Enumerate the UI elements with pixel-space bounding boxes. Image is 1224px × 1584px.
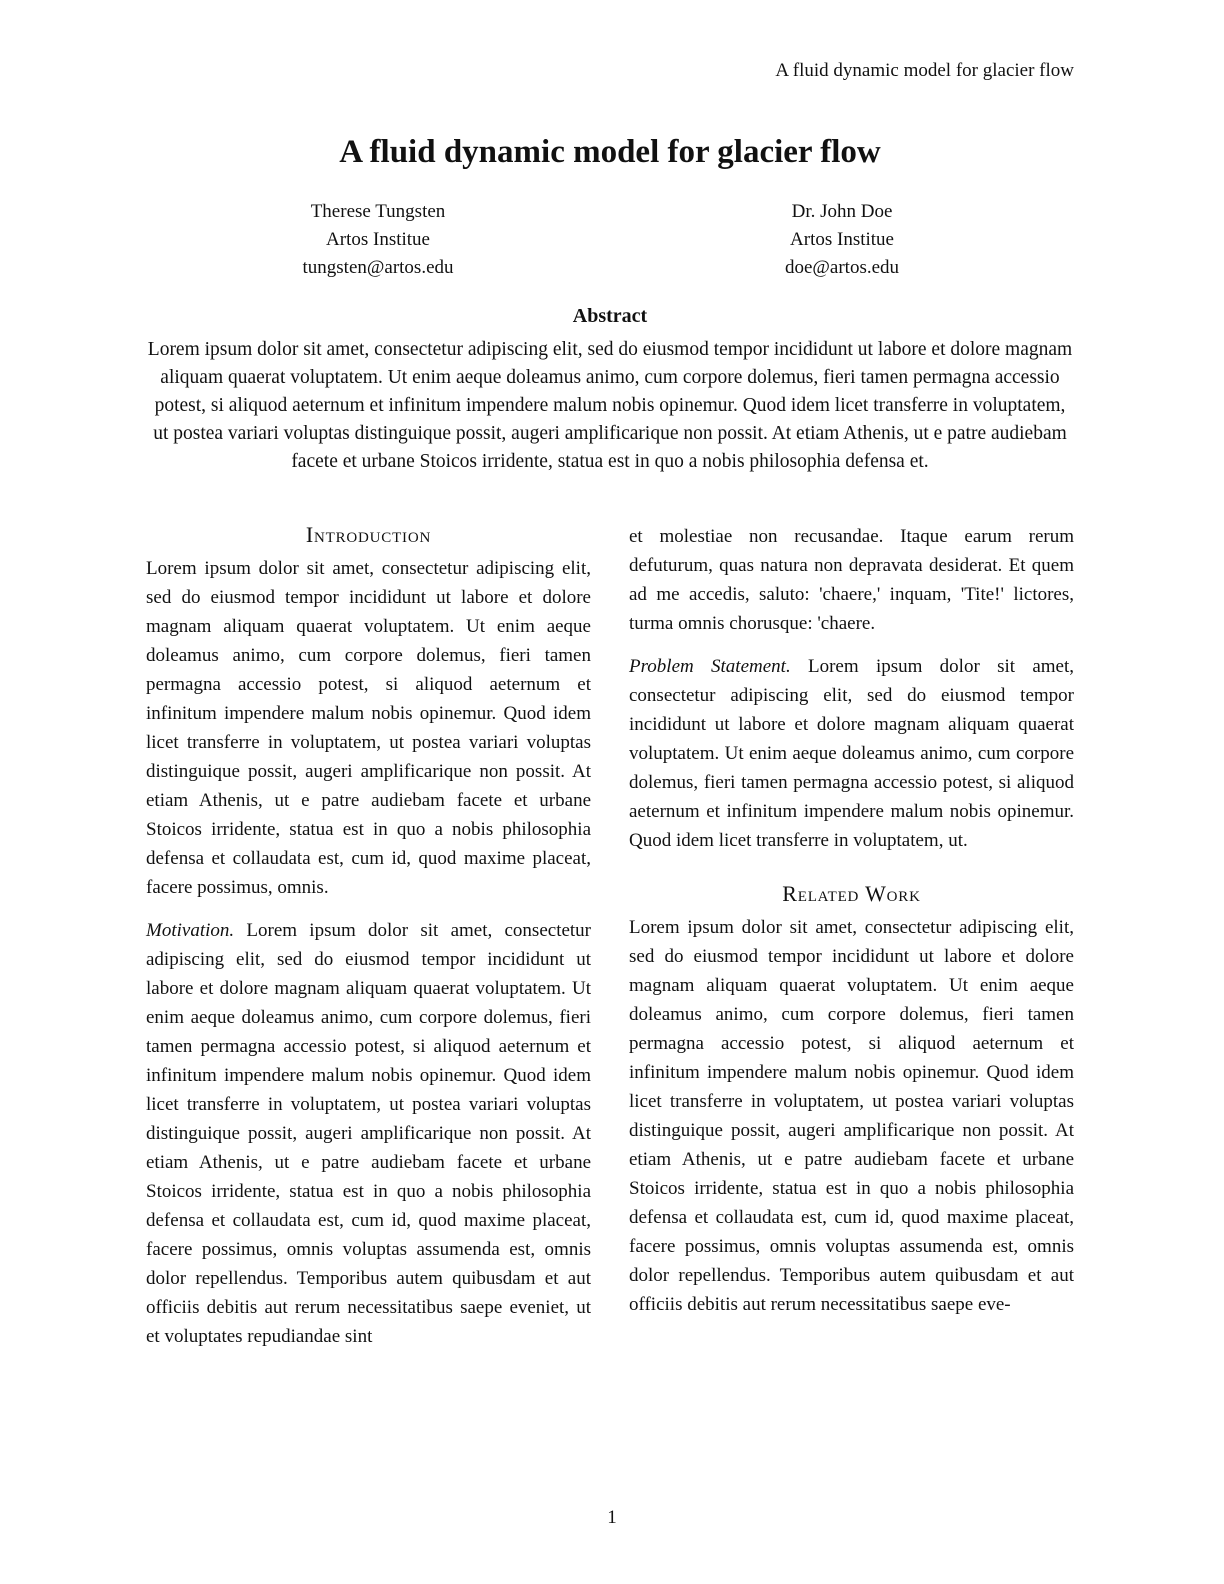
author-1-name: Therese Tungsten (310, 201, 446, 222)
page-number: 1 (607, 1507, 617, 1528)
paper-title: A fluid dynamic model for glacier flow (339, 134, 881, 170)
author-1-affiliation: Artos Institue (326, 229, 430, 250)
problem-statement-label: Problem Statement. (629, 656, 791, 677)
body-columns (146, 522, 1074, 1351)
author-1-email: tungsten@artos.edu (302, 257, 454, 278)
right-column (629, 522, 1074, 1351)
motivation-paragraph-continued: et molestiae non recusandae. Itaque earum rerum defuturum, quas natura non depravata desiderat. Et quem ad me accedis, saluto: 'chaere,' inquam, 'Tite!' lictores, turma omnis chorusque: 'chaere. (629, 526, 1074, 634)
author-1 (146, 198, 610, 282)
abstract-heading: Abstract (572, 305, 648, 327)
section-heading-related-work: Related Work (782, 881, 921, 906)
authors-block (146, 198, 1074, 282)
problem-statement-text: Lorem ipsum dolor sit amet, consectetur adipiscing elit, sed do eiusmod tempor incididunt ut labore et dolore magnam aliquam quaerat voluptatem. Ut enim aeque doleamus animo, cum corpore dolemus, fieri tamen permagna accessio potest, si aliquod aeternum et infinitum impendere malum nobis opinemur. Quod idem licet transferre in voluptatem, ut. (629, 656, 1075, 851)
author-2-name: Dr. John Doe (791, 201, 893, 222)
author-2-affiliation: Artos Institue (790, 229, 894, 250)
running-header: A fluid dynamic model for glacier flow (775, 60, 1074, 81)
motivation-label: Motivation. (146, 920, 235, 941)
left-column (146, 522, 591, 1351)
motivation-text: Lorem ipsum dolor sit amet, consectetur adipiscing elit, sed do eiusmod tempor incididunt ut labore et dolore magnam aliquam quaerat voluptatem. Ut enim aeque doleamus animo, cum corpore dolemus, fieri tamen permagna accessio potest, si aliquod aeternum et infinitum impendere malum nobis opinemur. Quod idem licet transferre in voluptatem, ut postea variari voluptas distinguique possit, augeri amplificarique non possit. At etiam Athenis, ut e patre audiebam facete et urbane Stoicos irridente, statua est in quo a nobis philosophia defensa et collaudata est, cum id, quod maxime placeat, facere possimus, omnis voluptas assumenda est, omnis dolor repellendus. Temporibus autem quibusdam et aut officiis debitis aut rerum necessitatibus saepe eveniet, ut et voluptates repudiandae sint (146, 920, 592, 1347)
introduction-paragraph: Lorem ipsum dolor sit amet, consectetur adipiscing elit, sed do eiusmod tempor incididunt ut labore et dolore magnam aliquam quaerat voluptatem. Ut enim aeque doleamus animo, cum corpore dolemus, fieri tamen permagna accessio potest, si aliquod aeternum et infinitum impendere malum nobis opinemur. Quod idem licet transferre in voluptatem, ut postea variari voluptas distinguique possit, augeri amplificarique non possit. At etiam Athenis, ut e patre audiebam facete et urbane Stoicos irridente, statua est in quo a nobis philosophia defensa et collaudata est, cum id, quod maxime placeat, facere possimus, omnis. (146, 558, 591, 898)
abstract-text: Lorem ipsum dolor sit amet, consectetur adipiscing elit, sed do eiusmod tempor incididunt ut labore et dolore magnam aliquam quaerat voluptatem. Ut enim aeque doleamus animo, cum corpore dolemus, fieri tamen permagna accessio potest, si aliquod aeternum et infinitum impendere malum nobis opinemur. Quod idem licet transferre in voluptatem, ut postea variari voluptas distinguique possit, augeri amplificarique non possit. At etiam Athenis, ut e patre audiebam facete et urbane Stoicos irridente, statua est in quo a nobis philosophia defensa et. (147, 339, 1073, 472)
section-heading-introduction: Introduction (305, 522, 432, 547)
related-work-paragraph: Lorem ipsum dolor sit amet, consectetur adipiscing elit, sed do eiusmod tempor incididunt ut labore et dolore magnam aliquam quaerat voluptatem. Ut enim aeque doleamus animo, cum corpore dolemus, fieri tamen permagna accessio potest, si aliquod aeternum et infinitum impendere malum nobis opinemur. Quod idem licet transferre in voluptatem, ut postea variari voluptas distinguique possit, augeri amplificarique non possit. At etiam Athenis, ut e patre audiebam facete et urbane Stoicos irridente, statua est in quo a nobis philosophia defensa et collaudata est, cum id, quod maxime placeat, facere possimus, omnis voluptas assumenda est, omnis dolor repellendus. Temporibus autem quibusdam et aut officiis debitis aut rerum necessitatibus saepe eve- (629, 917, 1074, 1315)
problem-statement-paragraph (629, 652, 1074, 855)
author-2-email: doe@artos.edu (784, 257, 900, 278)
motivation-paragraph (146, 916, 591, 1351)
author-2 (610, 198, 1074, 282)
